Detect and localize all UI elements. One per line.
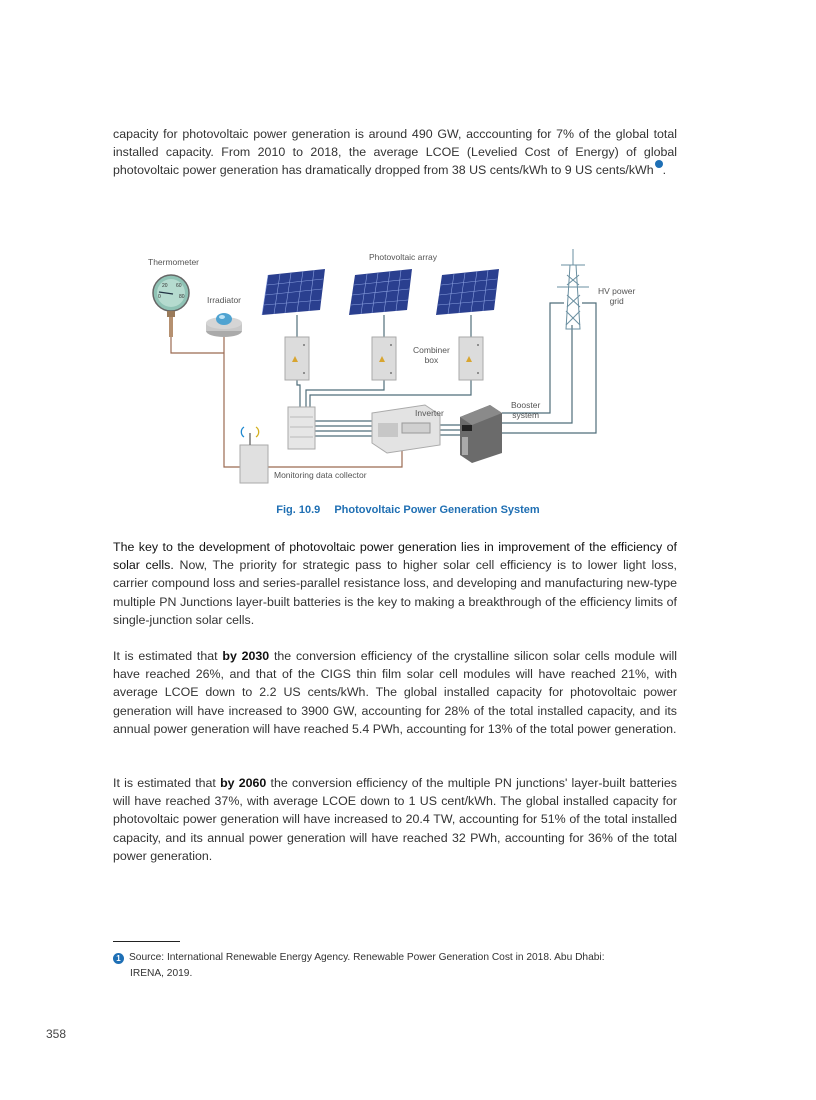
figure-caption [0,504,816,516]
footnote-marker-icon: 1 [113,953,124,964]
forecast-2060-paragraph: It is estimated that by 2060 the conversion efficiency of the multiple PN junctions' layer-built batteries will have reached 37%, with average LCOE down to 1 US cent/kWh. The global installed capacity for photovoltaic power generation will have increased to 20.4 TW, accounting for 51% of the total installed capacity, and its annual power generation will have reached 32 PWh, accounting for 36% of the total power generation. [113,776,678,863]
pv-system-diagram [140,245,680,495]
label-thermometer: Thermometer [148,257,200,267]
lead-sentence: The key to the development of photovoltaic power generation lies in improvement of the efficiency of solar cells. [113,540,677,573]
label-irradiator: Irradiator [207,295,242,305]
solar-panel-icon [349,269,412,315]
footnote-continuation: IRENA, 2019. [130,968,193,979]
year-2030-emphasis: by 2030 [222,649,270,663]
year-2060-emphasis: by 2060 [220,776,267,790]
solar-panel-icon [262,269,325,315]
irradiator-icon [206,313,242,337]
combiner-box-icon [285,337,309,380]
footnote-text: Source: International Renewable Energy Agency. Renewable Power Generation Cost in 2018. Abu Dhabi: [129,952,605,963]
page-number: 358 [46,1027,67,1041]
booster-system-icon [460,405,502,463]
svg-text:0: 0 [158,294,161,300]
hv-tower-icon [557,249,589,329]
monitoring-collector-icon [240,427,268,483]
diagram-illustration [140,245,680,495]
svg-text:60: 60 [176,283,182,289]
intro-paragraph: capacity for photovoltaic power generation is around 490 GW, acccounting for 7% of the global total installed capacity. From 2010 to 2018, the average LCOE (Levelied Cost of Energy) of global photovoltaic power generation has dramatically dropped from 38 US cents/kWh to 9 US cents/kWh . [113,127,677,178]
label-collector: Monitoring data collector [274,470,367,480]
combiner-box-icon [459,337,483,380]
key-development-paragraph: The key to the development of photovoltaic power generation lies in improvement of the efficiency of solar cells. Now, The priority for strategic pass to higher solar cell efficiency is to lower light loss, carrier compound loss and series-parallel resistance loss, and developing and manufacturing new-type multiple PN Junctions layer-built batteries is the key to making a breakthrough of the efficiency limits of single-junction solar cells. [113,540,677,627]
svg-text:80: 80 [179,294,185,300]
footnote-ref-icon[interactable] [655,160,663,168]
label-combiner-box: Combiner box [413,345,450,365]
label-hv-grid: HV power grid [598,286,636,306]
svg-text:20: 20 [162,283,168,289]
label-inverter: Inverter [415,408,444,418]
footnote-divider [113,941,180,942]
combiner-box-icon [372,337,396,380]
label-booster: Booster system [511,400,541,420]
figure-number: Fig. 10.9 [276,504,321,516]
intro-text: capacity for photovoltaic power generation is around 490 GW, acccounting for 7% of the global total installed capacity. From 2010 to 2018, the average LCOE (Levelied Cost of Energy) of global photovoltaic power generation has dramatically dropped from 38 US cents/kWh to 9 US cents/kWh [113,127,677,178]
label-pv-array: Photovoltaic array [369,252,438,262]
forecast-2030-paragraph: It is estimated that by 2030 the conversion efficiency of the crystalline silicon solar cells module will have reached 26%, and that of the CIGS thin film solar cell modules will have reached 21%, with average LCOE down to 2.2 US cents/kWh. The global installed capacity for photovoltaic power generation will have increased to 3900 GW, accounting for 28% of the total installed capacity, and its annual power generation will have reached 5.4 PWh, accounting for 13% of the total power generation. [113,649,677,736]
distribution-cabinet-icon [288,407,315,449]
solar-panel-icon [436,269,499,315]
footnote [113,950,677,982]
thermometer-icon [153,275,189,337]
figure-title: Photovoltaic Power Generation System [334,504,540,516]
